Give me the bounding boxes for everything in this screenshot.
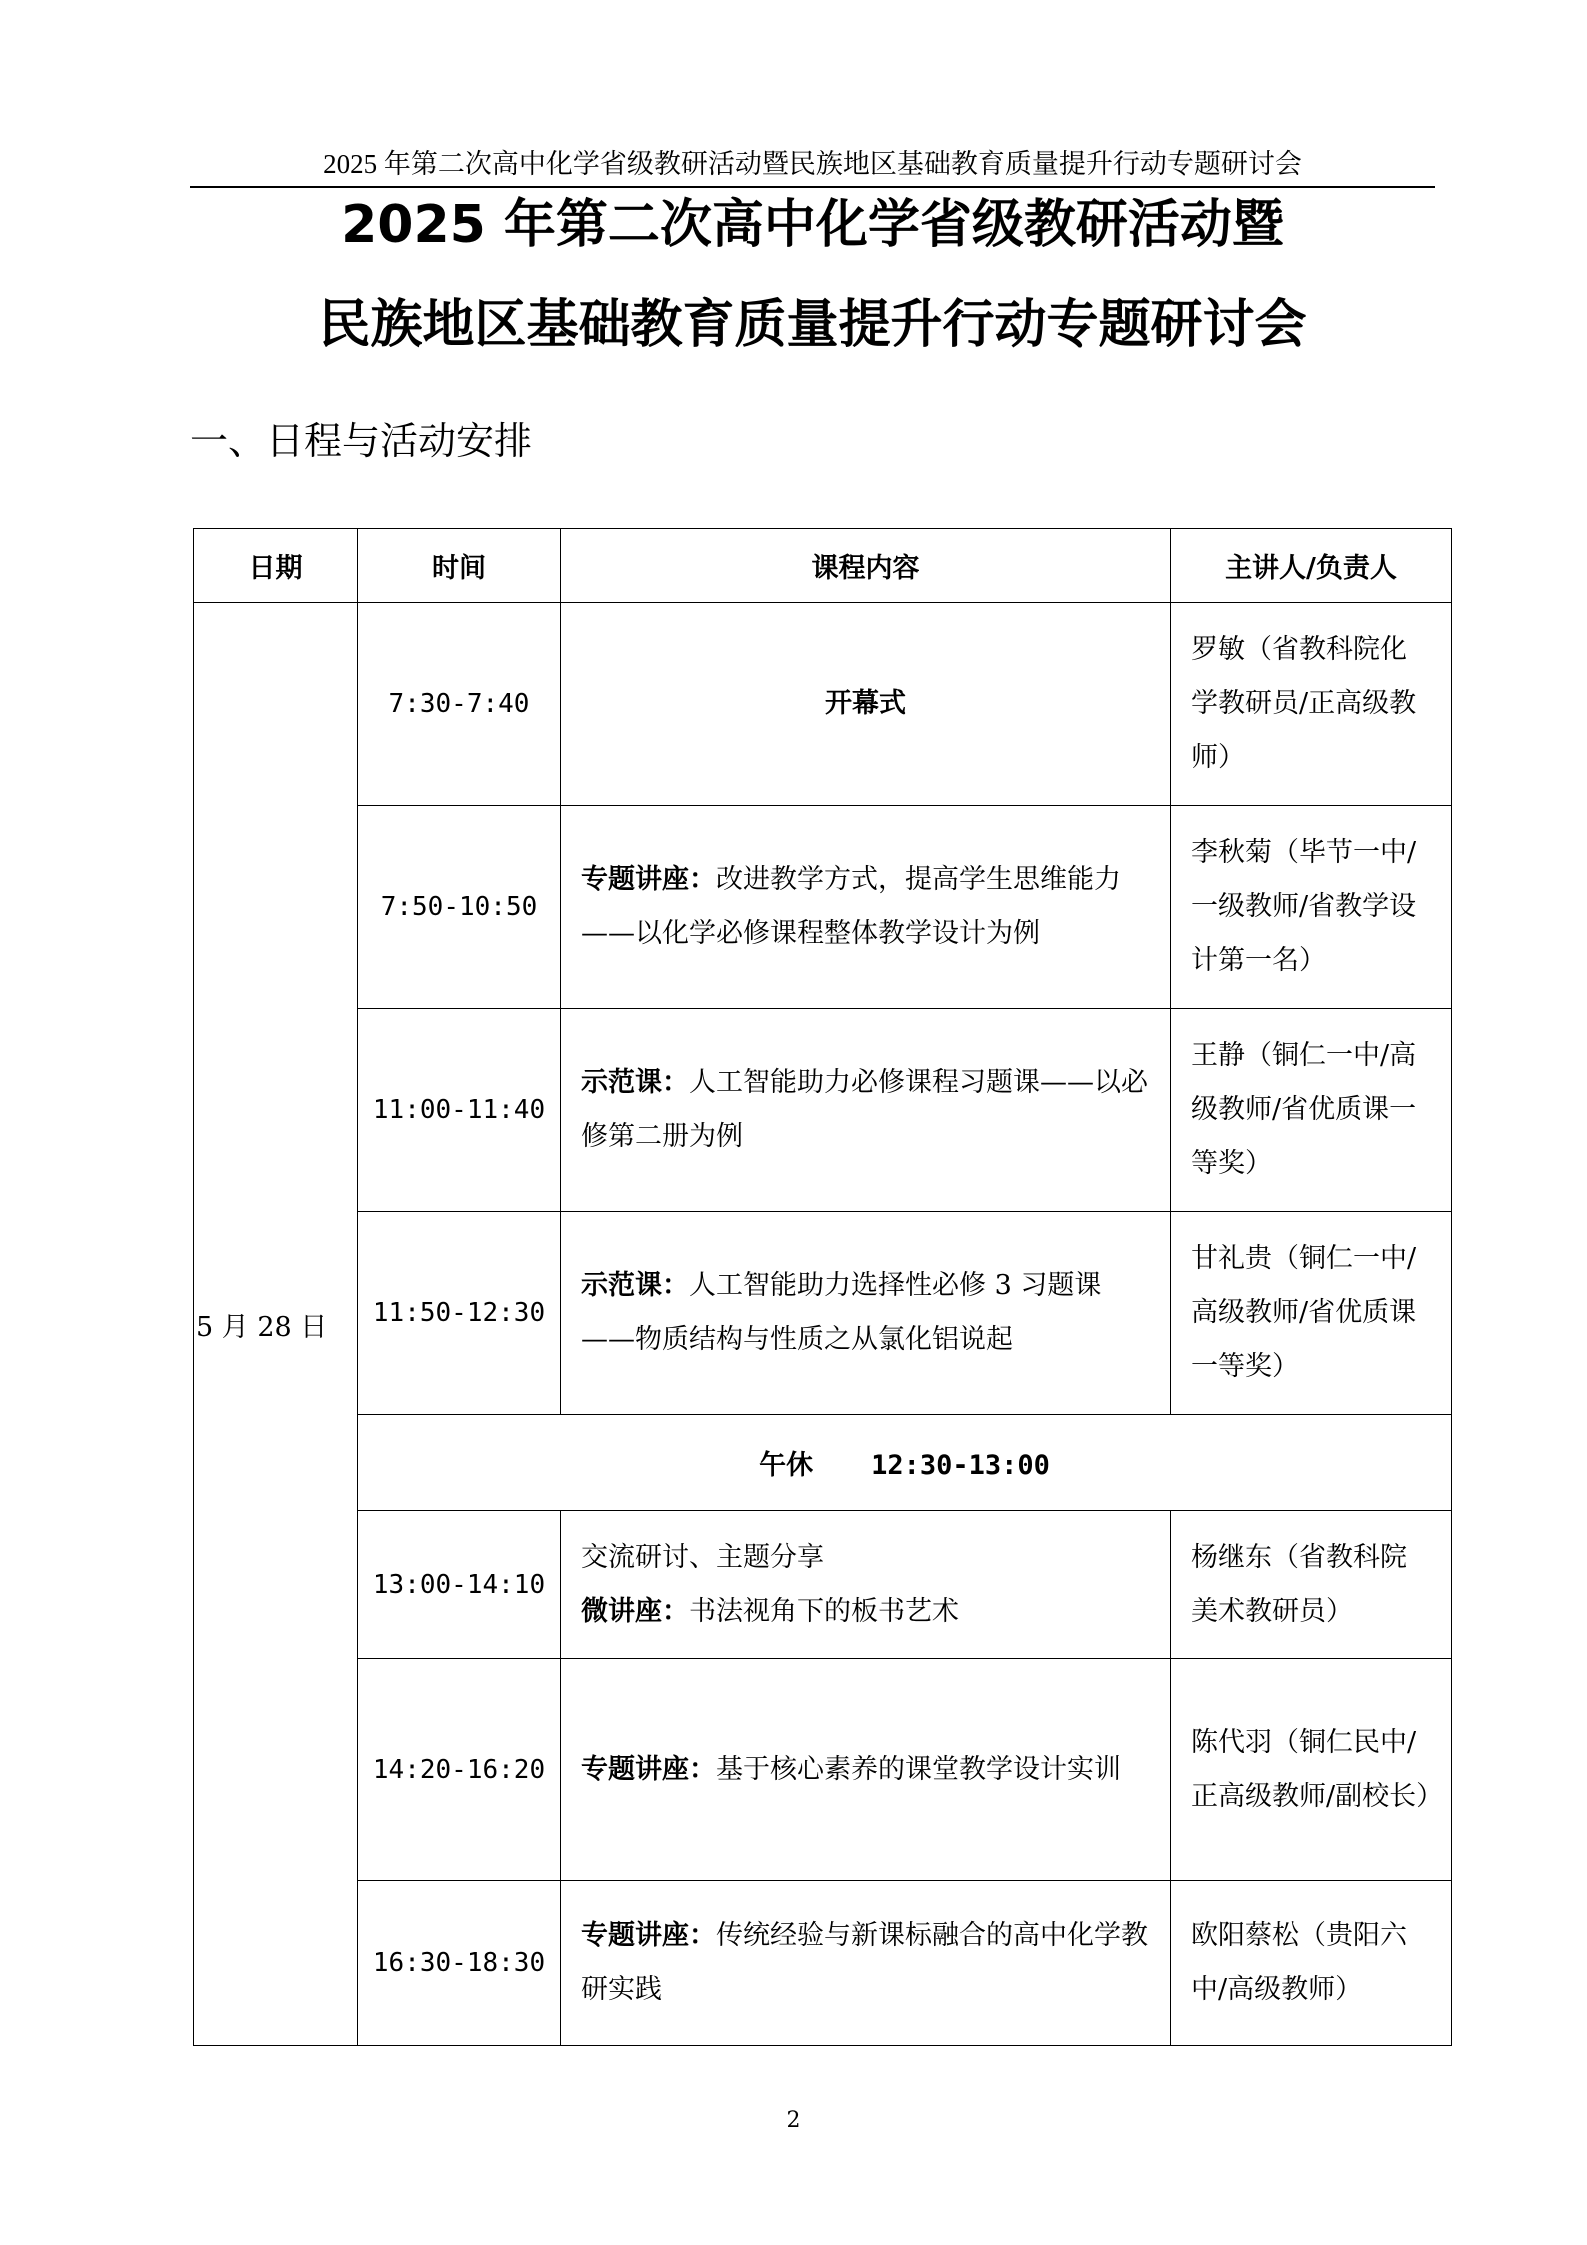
content-cell xyxy=(561,1659,1171,1881)
header-rule xyxy=(190,186,1435,188)
time-cell: 7:30-7:40 xyxy=(358,603,561,806)
time-cell: 11:00-11:40 xyxy=(358,1009,561,1212)
table-row xyxy=(194,603,1452,806)
lunch-break-label: 午休 xyxy=(759,1450,814,1481)
column-header-time: 时间 xyxy=(358,529,561,603)
page-number: 2 xyxy=(786,2108,801,2133)
session-type-label: 微讲座： xyxy=(581,1595,689,1627)
date-cell: 5 月 28 日 xyxy=(194,603,358,2046)
session-title: 书法视角下的板书艺术 xyxy=(689,1595,959,1627)
content-cell: 开幕式 xyxy=(561,603,1171,806)
speaker-cell: 陈代羽（铜仁民中/正高级教师/副校长） xyxy=(1171,1659,1452,1881)
speaker-cell: 甘礼贵（铜仁一中/高级教师/省优质课一等奖） xyxy=(1171,1212,1452,1415)
speaker-cell: 罗敏（省教科院化学教研员/正高级教师） xyxy=(1171,603,1452,806)
session-type-label: 示范课： xyxy=(581,1270,689,1301)
lunch-break-row xyxy=(194,1415,1452,1511)
speaker-cell: 杨继东（省教科院美术教研员） xyxy=(1171,1511,1452,1659)
table-header-row xyxy=(194,529,1452,603)
session-title: 人工智能助力必修课程习题课——以必修第二册为例 xyxy=(581,1067,1148,1152)
column-header-speaker: 主讲人/负责人 xyxy=(1171,529,1452,603)
session-type-label: 专题讲座： xyxy=(581,864,716,895)
table-row xyxy=(194,1009,1452,1212)
lunch-break-time: 12:30-13:00 xyxy=(871,1450,1050,1481)
session-intro: 交流研讨、主题分享 xyxy=(581,1541,824,1573)
speaker-cell: 李秋菊（毕节一中/一级教师/省教学设计第一名） xyxy=(1171,806,1452,1009)
content-cell xyxy=(561,1511,1171,1659)
running-header: 2025 年第二次高中化学省级教研活动暨民族地区基础教育质量提升行动专题研讨会 xyxy=(323,149,1302,179)
time-cell: 16:30-18:30 xyxy=(358,1881,561,2046)
time-cell: 7:50-10:50 xyxy=(358,806,561,1009)
table-row xyxy=(194,1212,1452,1415)
speaker-cell: 欧阳蔡松（贵阳六中/高级教师） xyxy=(1171,1881,1452,2046)
content-cell xyxy=(561,1212,1171,1415)
session-type-label: 专题讲座： xyxy=(581,1920,716,1951)
schedule-table xyxy=(193,528,1452,2046)
speaker-cell: 王静（铜仁一中/高级教师/省优质课一等奖） xyxy=(1171,1009,1452,1212)
column-header-content: 课程内容 xyxy=(561,529,1171,603)
table-row xyxy=(194,1659,1452,1881)
session-title: 人工智能助力选择性必修 3 习题课——物质结构与性质之从氯化铝说起 xyxy=(581,1270,1102,1355)
time-cell: 13:00-14:10 xyxy=(358,1511,561,1659)
table-row xyxy=(194,806,1452,1009)
main-title-line2: 民族地区基础教育质量提升行动专题研讨会 xyxy=(318,295,1307,355)
time-cell: 14:20-16:20 xyxy=(358,1659,561,1881)
content-cell xyxy=(561,1881,1171,2046)
table-row xyxy=(194,1881,1452,2046)
column-header-date: 日期 xyxy=(194,529,358,603)
session-title: 改进教学方式，提高学生思维能力——以化学必修课程整体教学设计为例 xyxy=(581,864,1121,949)
session-type-label: 专题讲座： xyxy=(581,1753,716,1785)
content-cell xyxy=(561,806,1171,1009)
content-cell xyxy=(561,1009,1171,1212)
main-title-line1: 2025 年第二次高中化学省级教研活动暨 xyxy=(341,195,1284,255)
session-type-label: 示范课： xyxy=(581,1067,689,1098)
table-row xyxy=(194,1511,1452,1659)
lunch-break-cell xyxy=(358,1415,1452,1511)
section-heading: 一、日程与活动安排 xyxy=(190,419,533,463)
session-title: 基于核心素养的课堂教学设计实训 xyxy=(716,1753,1121,1785)
session-title: 传统经验与新课标融合的高中化学教研实践 xyxy=(581,1920,1148,2005)
time-cell: 11:50-12:30 xyxy=(358,1212,561,1415)
